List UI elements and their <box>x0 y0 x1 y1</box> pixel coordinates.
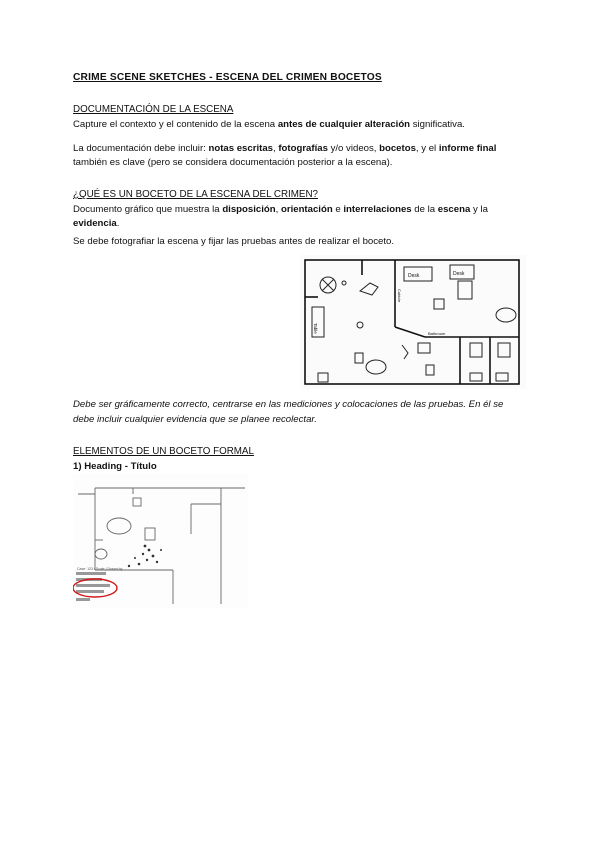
text-run-italic: Debe ser gráficamente correcto, centrarse en las mediciones y colocaciones de las pruebas. En él se <box>73 399 504 410</box>
section-heading-documentacion: DOCUMENTACIÓN DE LA ESCENA <box>73 104 234 115</box>
paragraph-documentacion-line2: también es clave (pero se considera documentación posterior a la escena). <box>73 157 393 168</box>
paragraph-capture <box>73 118 465 131</box>
sketch-heading-block: Case: 123 / Scale / Drawn by <box>77 567 123 571</box>
floor-plan-sketch <box>300 255 526 389</box>
text-run: . <box>116 218 120 229</box>
text-run: , <box>273 143 279 154</box>
paragraph-fotografiar: Se debe fotografiar la escena y fijar las pruebas antes de realizar el boceto. <box>73 236 395 247</box>
text-run-bold: bocetos <box>379 143 416 154</box>
note-line1 <box>73 398 503 411</box>
text-run: de la <box>411 204 438 215</box>
text-run-bold: informe final <box>438 143 497 154</box>
formal-sketch-figure <box>73 474 248 608</box>
page-title: CRIME SCENE SKETCHES - ESCENA DEL CRIMEN BOCETOS <box>73 72 382 83</box>
sketch-label-desk-2: Desk <box>453 271 465 277</box>
text-run: y la <box>470 204 488 215</box>
text-run-bold: antes de cualquier alteración <box>277 119 411 130</box>
list-item-heading-titulo: 1) Heading - Título <box>73 461 157 472</box>
text-run-bold: fotografías <box>278 143 328 154</box>
text-run-bold: disposición <box>222 204 276 215</box>
note-line2 <box>73 413 317 426</box>
text-run-bold: interrelaciones <box>343 204 412 215</box>
text-run: Documento gráfico que muestra la <box>73 204 223 215</box>
sketch-label-table: Table <box>313 323 318 334</box>
section-heading-que-es: ¿QUÉ ES UN BOCETO DE LA ESCENA DEL CRIMEN? <box>73 189 318 200</box>
text-run: significativa. <box>410 119 465 130</box>
text-run-bold: escena <box>437 204 471 215</box>
text-run-italic: debe incluir cualquier evidencia que se planee recolectar. <box>73 414 317 425</box>
sketch-label-wall: Cubicle <box>397 289 402 303</box>
paragraph-definicion-line1 <box>73 203 488 216</box>
text-run-bold: evidencia <box>73 218 117 229</box>
text-run: , <box>275 204 281 215</box>
text-run: y/o videos, <box>327 143 380 154</box>
text-run-bold: notas escritas <box>208 143 273 154</box>
text-run: , y el <box>415 143 439 154</box>
paragraph-documentacion-line1 <box>73 142 496 155</box>
text-run-bold: orientación <box>280 204 333 215</box>
text-run: Capture el contexto y el contenido de la escena <box>73 119 278 130</box>
sketch-label-bath: Bathroom <box>428 331 446 336</box>
paragraph-definicion-line2 <box>73 217 119 230</box>
sketch-label-desk: Desk <box>408 273 420 279</box>
text-run: e <box>332 204 344 215</box>
text-run: La documentación debe incluir: <box>73 143 209 154</box>
section-heading-elementos: ELEMENTOS DE UN BOCETO FORMAL <box>73 446 254 457</box>
